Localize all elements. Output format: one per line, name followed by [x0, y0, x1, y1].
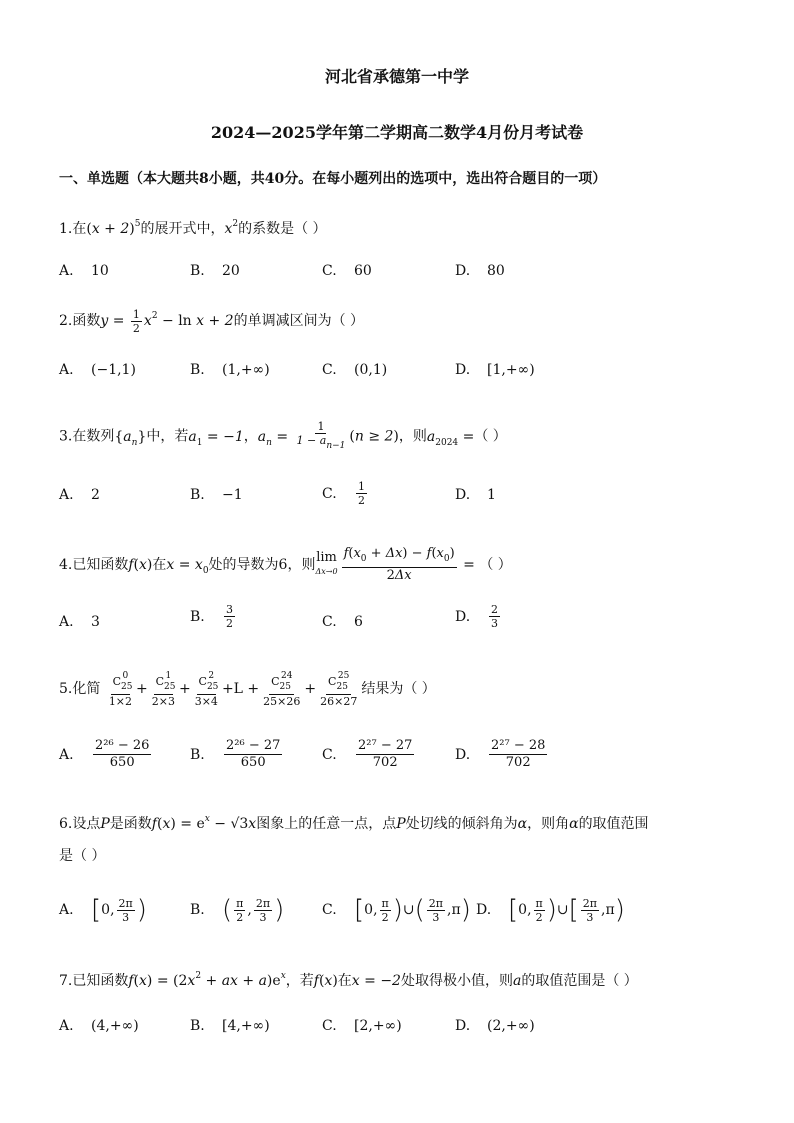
fraction-one-half: $\frac{1}{2}$: [358, 480, 365, 507]
question-4: 4.已知函数f(x)在$x = x_0$处的导数为6，则 lim Δx→0 $\frac{f(x_0 + \Delta x) - f(x_0)}{2\Delta x}$ = （ ）: [59, 546, 512, 583]
school-title: 河北省承德第一中学: [324, 67, 469, 86]
question-6: 6.设点P是函数$f(x) = e^x - √3x$图象上的任意一点，点P处切线的倾斜角为α，则角α的取值范围: [59, 814, 649, 832]
exam-title: 2024—2025学年第二学期高二数学4月份月考试卷: [210, 123, 584, 142]
section-heading: 一、单选题（本大题共8小题，共40分。在每小题列出的选项中，选出符合题目的一项）: [59, 171, 607, 187]
question-1: 1.在$(x + 2)^5$的展开式中，$x^2$的系数是（ ）: [59, 219, 327, 237]
question-7: 7.已知函数$f(x) = (2x^2$ + ax + $a)e^x$，若f(x)在x = −2处取得极小值，则a的取值范围是（ ）: [59, 971, 638, 989]
question-2: 2.函数y = $\frac{1}{2}$ $x^2 - \ln x + 2$的单调减区间为（ ）: [59, 307, 365, 335]
question-3: 3.在数列$\{a_n\}$中，若$a_1 = -1$，$a_n$ = $\frac{1}{1 - a_{n-1}}$ (n ≥ 2)，则$a_{2024}$ =（ ）: [59, 420, 507, 451]
question-6-cont: 是（ ）: [59, 848, 106, 864]
question-5: 5.化简 $\frac{C_{25}^0}{1\times 2}$ + $\frac{C_{25}^1}{2\times 3}$ + $\frac{C_{25}^2}{3\times 4}$ +L + $\frac{C_{25}^{24}}{25\times 26}$ + $\frac{C_{25}^{25}}{26\times 27}$ 结果为（ ）: [59, 671, 436, 708]
